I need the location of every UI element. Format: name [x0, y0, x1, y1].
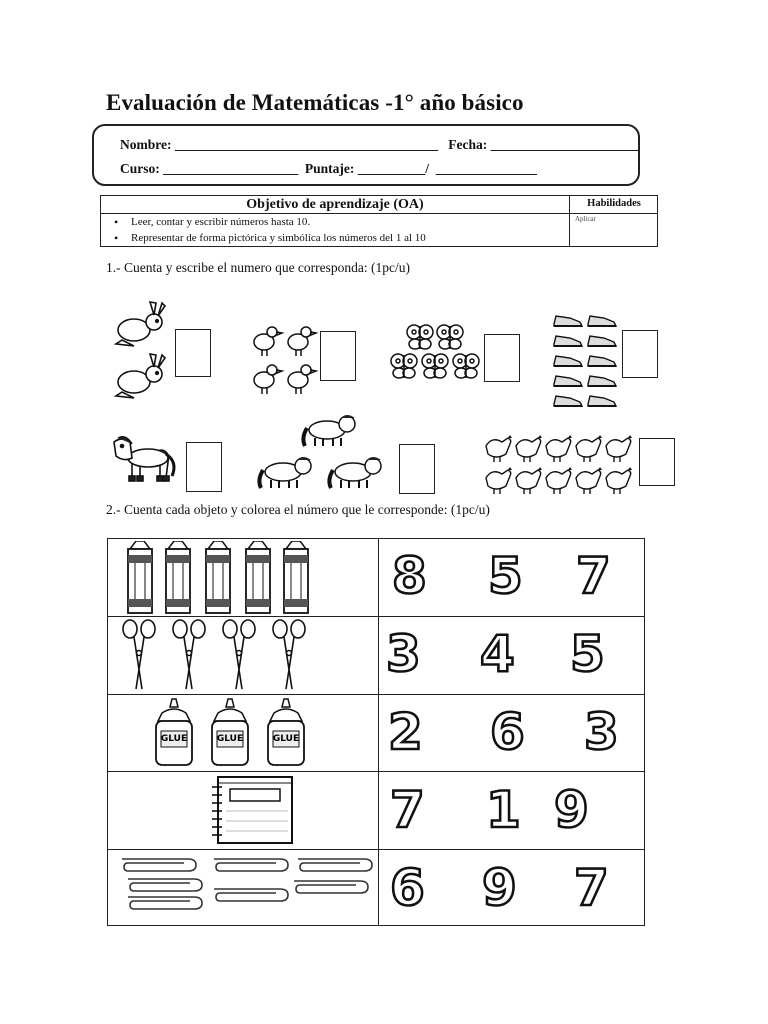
- glue-label: GLUE: [216, 734, 244, 744]
- butterfly-icon: [407, 325, 433, 349]
- objective-item: • Leer, contar y escribir números hasta 10.: [131, 216, 310, 228]
- paperclip-icon: [298, 859, 372, 871]
- hen-group: [482, 432, 636, 496]
- horse-icon: [114, 437, 174, 481]
- butterfly-icon: [422, 354, 448, 378]
- hen-icon: [576, 435, 602, 462]
- notebook-icon: [212, 777, 292, 843]
- chick-icon: [288, 365, 316, 394]
- scissors-icon: [223, 620, 255, 689]
- paperclip-group: [114, 853, 376, 915]
- answer-box-horse[interactable]: [186, 442, 222, 492]
- skills-value: Aplicar: [575, 215, 596, 223]
- answer-box-shoes[interactable]: [622, 330, 658, 378]
- number-option[interactable]: 6: [490, 703, 525, 761]
- number-option[interactable]: 6: [390, 859, 425, 917]
- number-option[interactable]: 5: [570, 625, 605, 683]
- counting-grid: [107, 538, 645, 926]
- butterfly-icon: [391, 354, 417, 378]
- paperclip-icon: [294, 881, 368, 893]
- shoe-icon: [588, 316, 616, 326]
- shoe-icon: [554, 396, 582, 406]
- number-option[interactable]: 7: [574, 859, 609, 917]
- question-1-text: 1.- Cuenta y escribe el numero que corresponda: (1pc/u): [106, 260, 411, 275]
- crayon-icon: [128, 541, 152, 613]
- grid-divider: [108, 616, 644, 617]
- shoe-group: [550, 312, 622, 410]
- shoe-icon: [588, 356, 616, 366]
- glue-label: GLUE: [272, 734, 300, 744]
- grid-divider: [108, 694, 644, 695]
- butterfly-icon: [453, 354, 479, 378]
- number-option[interactable]: 7: [576, 547, 611, 605]
- glue-icon: [212, 699, 248, 765]
- pony-icon: [329, 457, 381, 488]
- pony-icon: [303, 415, 355, 446]
- shoe-icon: [588, 336, 616, 346]
- grid-divider: [108, 849, 644, 850]
- hen-icon: [486, 467, 512, 494]
- hen-icon: [486, 435, 512, 462]
- shoe-icon: [554, 336, 582, 346]
- scissors-group: [118, 619, 318, 693]
- objectives-table: [100, 195, 658, 247]
- rabbit-icon: [116, 354, 165, 398]
- number-option[interactable]: 8: [392, 547, 427, 605]
- student-info-box: [92, 124, 640, 186]
- chick-icon: [288, 327, 316, 356]
- glue-group: [146, 697, 316, 771]
- number-option[interactable]: 4: [480, 625, 515, 683]
- chick-icon: [254, 365, 282, 394]
- objective-item: • Representar de forma pictórica y simbólica los números del 1 al 10: [131, 232, 426, 244]
- answer-box-butterflies[interactable]: [484, 334, 520, 382]
- number-option[interactable]: 2: [388, 703, 423, 761]
- paperclip-icon: [122, 859, 196, 871]
- shoe-icon: [588, 396, 616, 406]
- crayon-icon: [246, 541, 270, 613]
- answer-box-rabbits[interactable]: [175, 329, 211, 377]
- rabbit-icon: [116, 302, 165, 346]
- paperclip-icon: [128, 879, 202, 891]
- course-score-line[interactable]: Curso: ____________________ Puntaje: __________/ _______________: [120, 161, 537, 176]
- answer-box-hens[interactable]: [639, 438, 675, 486]
- number-option[interactable]: 3: [386, 625, 421, 683]
- paperclip-icon: [214, 889, 288, 901]
- hen-icon: [576, 467, 602, 494]
- crayon-icon: [284, 541, 308, 613]
- horse-group: [108, 432, 180, 486]
- objectives-header: Objetivo de aprendizaje (OA): [246, 197, 424, 212]
- scissors-icon: [123, 620, 155, 689]
- hen-icon: [546, 435, 572, 462]
- number-option[interactable]: 5: [488, 547, 523, 605]
- chick-icon: [254, 327, 282, 356]
- shoe-icon: [554, 376, 582, 386]
- pony-group: [255, 412, 395, 496]
- answer-box-ponies[interactable]: [399, 444, 435, 494]
- hen-icon: [516, 435, 542, 462]
- question-2-text: 2.- Cuenta cada objeto y colorea el número que le corresponde: (1pc/u): [106, 502, 490, 517]
- shoe-icon: [554, 356, 582, 366]
- hen-icon: [516, 467, 542, 494]
- name-date-line[interactable]: Nombre: _______________________________________ Fecha: ______________________: [120, 137, 640, 152]
- number-option[interactable]: 1: [486, 781, 521, 839]
- notebook-group: [208, 775, 298, 847]
- butterfly-icon: [437, 325, 463, 349]
- rabbit-group: [110, 300, 172, 402]
- crayon-group: [120, 541, 316, 615]
- number-option[interactable]: 3: [584, 703, 619, 761]
- glue-icon: [268, 699, 304, 765]
- glue-label: GLUE: [160, 734, 188, 744]
- paperclip-icon: [214, 859, 288, 871]
- hen-icon: [546, 467, 572, 494]
- answer-box-chicks[interactable]: [320, 331, 356, 381]
- shoe-icon: [554, 316, 582, 326]
- grid-divider: [378, 539, 379, 925]
- number-option[interactable]: 9: [554, 781, 589, 839]
- scissors-icon: [273, 620, 305, 689]
- pony-icon: [259, 457, 311, 488]
- shoe-icon: [588, 376, 616, 386]
- paperclip-icon: [128, 897, 202, 909]
- crayon-icon: [206, 541, 230, 613]
- number-option[interactable]: 9: [482, 859, 517, 917]
- glue-icon: [156, 699, 192, 765]
- page-title: Evaluación de Matemáticas -1° año básico: [106, 90, 524, 115]
- crayon-icon: [166, 541, 190, 613]
- scissors-icon: [173, 620, 205, 689]
- hen-icon: [606, 435, 632, 462]
- skills-header: Habilidades: [587, 198, 641, 209]
- grid-divider: [108, 771, 644, 772]
- hen-icon: [606, 467, 632, 494]
- chick-group: [250, 322, 318, 398]
- butterfly-group: [390, 321, 482, 383]
- number-option[interactable]: 7: [390, 781, 425, 839]
